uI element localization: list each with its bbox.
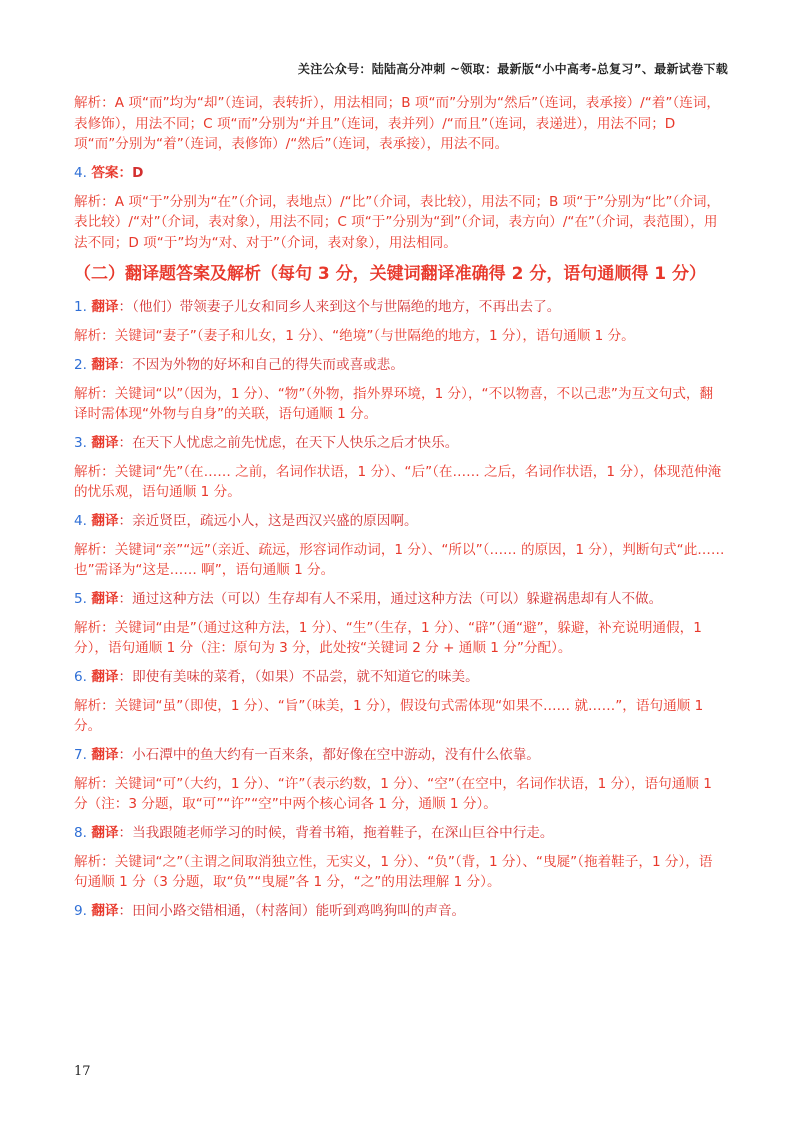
translation-text: ：当我跟随老师学习的时候，背着书箱，拖着鞋子，在深山巨谷中行走。 bbox=[118, 824, 554, 841]
translation-text: ：不因为外物的好坏和自己的得失而或喜或悲。 bbox=[118, 356, 404, 373]
answer-line bbox=[74, 163, 726, 183]
translation-line bbox=[74, 297, 726, 317]
item-number: 9. bbox=[74, 902, 87, 919]
translation-line bbox=[74, 745, 726, 765]
translation-label: 翻译 bbox=[91, 512, 119, 529]
translation-line bbox=[74, 589, 726, 609]
item-number: 3. bbox=[74, 434, 87, 451]
translation-line bbox=[74, 823, 726, 843]
page-header: 关注公众号：陆陆高分冲刺 ~领取：最新版“小中高考-总复习”、最新试卷下载 bbox=[297, 62, 728, 76]
translation-text: ：小石潭中的鱼大约有一百来条，都好像在空中游动，没有什么依靠。 bbox=[118, 746, 540, 763]
item-number: 1. bbox=[74, 299, 87, 315]
translation-label: 翻译 bbox=[91, 668, 119, 685]
explanation-paragraph: 解析：关键词“先”（在…… 之前，名词作状语，1 分）、“后”（在…… 之后，名词作状语，1 分），体现范仲淹的忧乐观，语句通顺 1 分。 bbox=[74, 463, 722, 500]
item-number: 4. bbox=[74, 512, 87, 529]
explanation-paragraph: 解析：关键词“亲”“远”（亲近、疏远，形容词作动词，1 分）、“所以”（…… 的原因，1 分），判断句式“此…… 也”需译为“这是…… 啊”，语句通顺 1 分。 bbox=[74, 541, 725, 578]
translation-line bbox=[74, 355, 726, 375]
explanation-paragraph: 解析：A 项“于”分别为“在”（介词，表地点）/“比”（介词，表比较），用法不同；B 项“于”分别为“比”（介词，表比较）/“对”（介词，表对象），用法不同；C 项“于”分别为“到”（介词，表方向）/“在”（介词，表范围），用法不同；D 项“于”均为“对、对于”（介词，表对象），用法相同。 bbox=[74, 193, 721, 251]
translation-label: 翻译 bbox=[91, 902, 119, 919]
translation-text: ：亲近贤臣，疏远小人，这是西汉兴盛的原因啊。 bbox=[118, 512, 418, 529]
item-number: 8. bbox=[74, 824, 87, 841]
translation-text: ：即使有美味的菜肴，（如果）不品尝，就不知道它的味美。 bbox=[118, 668, 479, 685]
translation-label: 翻译 bbox=[91, 356, 119, 373]
item-number: 6. bbox=[74, 668, 87, 685]
translation-line bbox=[74, 901, 726, 921]
page-number: 17 bbox=[74, 1064, 91, 1079]
translation-label: 翻译 bbox=[91, 746, 119, 763]
answer-value: D bbox=[132, 164, 144, 181]
translation-text: ：在天下人忧虑之前先忧虑，在天下人快乐之后才快乐。 bbox=[118, 434, 459, 451]
explanation-paragraph: 解析：关键词“虽”（即使，1 分）、“旨”（味美，1 分），假设句式需体现“如果不…… 就……”，语句通顺 1 分。 bbox=[74, 697, 704, 734]
item-number: 5. bbox=[74, 590, 87, 607]
translation-label: 翻译 bbox=[91, 824, 119, 841]
explanation-paragraph: 解析：关键词“由是”（通过这种方法，1 分）、“生”（生存，1 分）、“辟”（通“避”，躲避，补充说明通假，1 分），语句通顺 1 分（注：原句为 3 分，此处按“关键词 2 分 + 通顺 1 分”分配）。 bbox=[74, 619, 702, 656]
translation-label: 翻译 bbox=[91, 299, 119, 315]
translation-line bbox=[74, 511, 726, 531]
translation-text: ：田间小路交错相通，（村落间）能听到鸡鸣狗叫的声音。 bbox=[118, 902, 466, 919]
translation-text: ：通过这种方法（可以）生存却有人不采用，通过这种方法（可以）躲避祸患却有人不做。 bbox=[118, 590, 663, 607]
explanation-paragraph: 解析：关键词“以”（因为，1 分）、“物”（外物，指外界环境，1 分），“不以物喜，不以己悲”为互文句式，翻译时需体现“外物与自身”的关联，语句通顺 1 分。 bbox=[74, 385, 714, 422]
translation-label: 翻译 bbox=[91, 590, 119, 607]
answer-label: 答案： bbox=[91, 164, 133, 181]
explanation-paragraph: 解析：关键词“可”（大约，1 分）、“许”（表示约数，1 分）、“空”（在空中，名词作状语，1 分），语句通顺 1 分（注：3 分题，取“可”“许”“空”中两个核心词各 1 分，通顺 1 分）。 bbox=[74, 775, 712, 812]
explanation-paragraph: 解析：关键词“之”（主谓之间取消独立性，无实义，1 分）、“负”（背，1 分）、“曳屣”（拖着鞋子，1 分），语句通顺 1 分（3 分题，取“负”“曳屣”各 1 分，“之”的用法理解 1 分）。 bbox=[74, 853, 713, 890]
explanation-paragraph: 解析：A 项“而”均为“却”（连词，表转折），用法相同；B 项“而”分别为“然后”（连词，表承接）/“着”（连词，表修饰），用法不同；C 项“而”分别为“并且”（连词，表并列）/“而且”（连词，表递进），用法不同；D 项“而”分别为“着”（连词，表修饰）/“然后”（连词，表承接），用法不同。 bbox=[74, 95, 721, 152]
translation-line bbox=[74, 667, 726, 687]
translation-text: ：（他们）带领妻子儿女和同乡人来到这个与世隔绝的地方，不再出去了。 bbox=[118, 299, 561, 315]
item-number: 7. bbox=[74, 746, 87, 763]
translation-label: 翻译 bbox=[91, 434, 119, 451]
item-number: 4. bbox=[74, 164, 87, 181]
document-body bbox=[74, 93, 726, 930]
translation-line bbox=[74, 433, 726, 453]
item-number: 2. bbox=[74, 356, 87, 373]
section-title: （二）翻译题答案及解析（每句 3 分，关键词翻译准确得 2 分，语句通顺得 1 分） bbox=[74, 264, 706, 284]
explanation-paragraph: 解析：关键词“妻子”（妻子和儿女，1 分）、“绝境”（与世隔绝的地方，1 分），语句通顺 1 分。 bbox=[74, 328, 635, 344]
